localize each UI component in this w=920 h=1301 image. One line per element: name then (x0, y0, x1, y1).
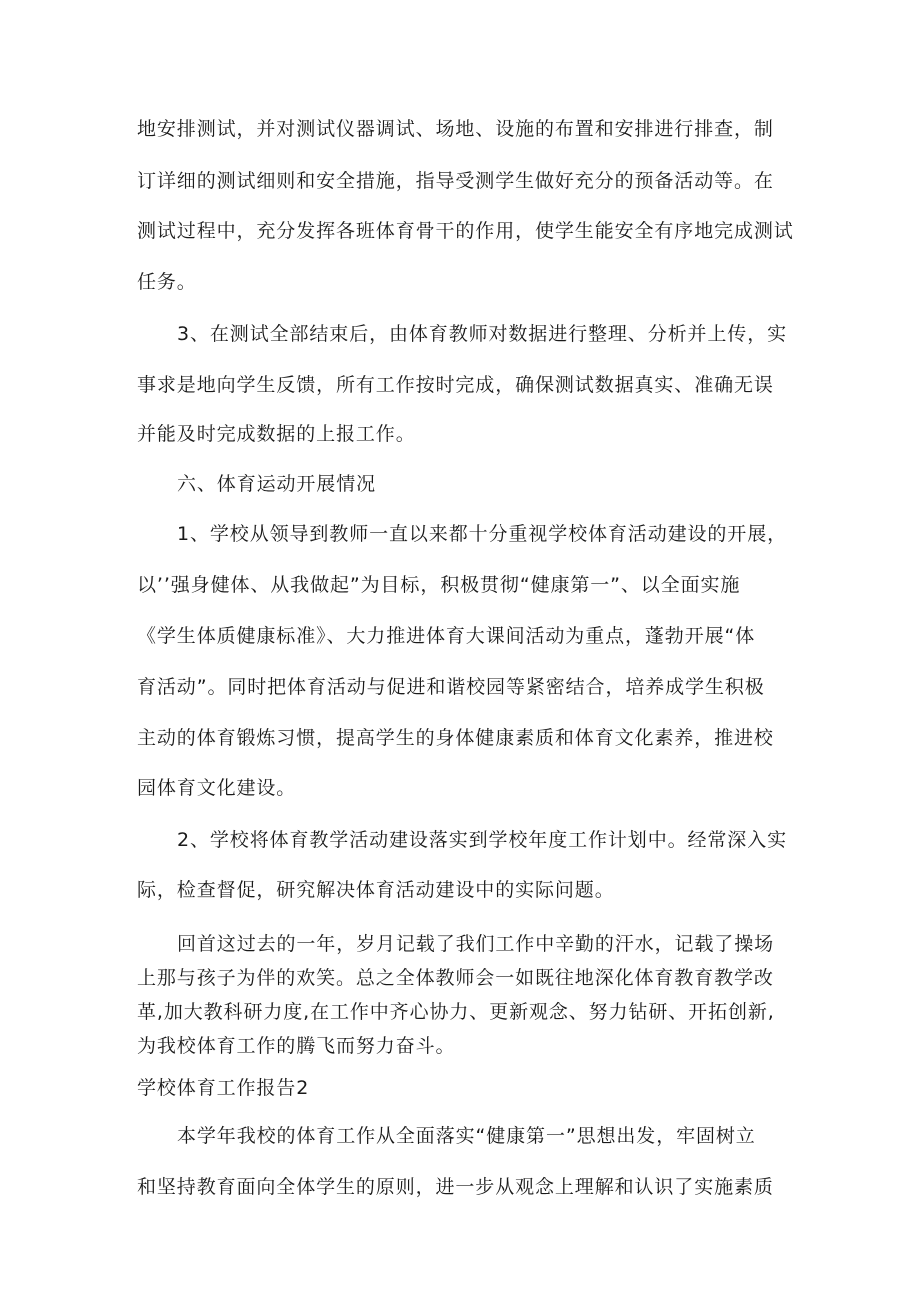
paragraph-line: 订详细的测试细则和安全措施，指导受测学生做好充分的预备活动等。在 (137, 170, 774, 192)
section-heading: 六、体育运动开展情况 (177, 473, 377, 495)
paragraph-line: 回首这过去的一年，岁月记载了我们工作中辛勤的汗水，记载了操场 (177, 933, 775, 955)
paragraph-line: 3、在测试全部结束后，由体育教师对数据进行整理、分析并上传，实 (177, 323, 787, 345)
paragraph-line: 并能及时完成数据的上报工作。 (137, 423, 416, 445)
paragraph-line: 际，检查督促，研究解决体育活动建设中的实际问题。 (137, 879, 615, 901)
paragraph-line: 1、学校从领导到教师一直以来都十分重视学校体育活动建设的开展， (177, 523, 787, 545)
paragraph-line: 任务。 (137, 271, 197, 293)
paragraph-line: 以’’强身健体、从我做起”为目标，积极贯彻“健康第一”、以全面实施 (137, 574, 741, 596)
paragraph-line: 测试过程中，充分发挥各班体育骨干的作用，使学生能安全有序地完成测试 (137, 220, 794, 242)
paragraph-line: 本学年我校的体育工作从全面落实“健康第一”思想出发，牢固树立 (177, 1125, 756, 1147)
paragraph-line: 育活动”。同时把体育活动与促进和谐校园等紧密结合，培养成学生积极 (137, 676, 765, 698)
paragraph-line: 革,加大教科研力度,在工作中齐心协力、更新观念、努力钻研、开拓创新, (137, 1001, 775, 1023)
report-title: 学校体育工作报告2 (137, 1077, 310, 1099)
paragraph-line: 和坚持教育面向全体学生的原则，进一步从观念上理解和认识了实施素质 (137, 1176, 774, 1198)
paragraph-line: 《学生体质健康标准》、大力推进体育大课间活动为重点，蓬勃开展“体 (137, 625, 756, 647)
paragraph-line: 地安排测试，并对测试仪器调试、场地、设施的布置和安排进行排查，制 (137, 118, 774, 140)
paragraph-line: 园体育文化建设。 (137, 777, 297, 799)
paragraph-line: 事求是地向学生反馈，所有工作按时完成，确保测试数据真实、准确无误 (137, 374, 774, 396)
paragraph-line: 2、学校将体育教学活动建设落实到学校年度工作计划中。经常深入实 (177, 829, 787, 851)
paragraph-line: 上那与孩子为伴的欢笑。总之全体教师会一如既往地深化体育教育教学改 (137, 967, 774, 989)
paragraph-line: 主动的体育锻炼习惯，提高学生的身体健康素质和体育文化素养，推进校 (137, 727, 774, 749)
paragraph-line: 为我校体育工作的腾飞而努力奋斗。 (137, 1035, 456, 1057)
